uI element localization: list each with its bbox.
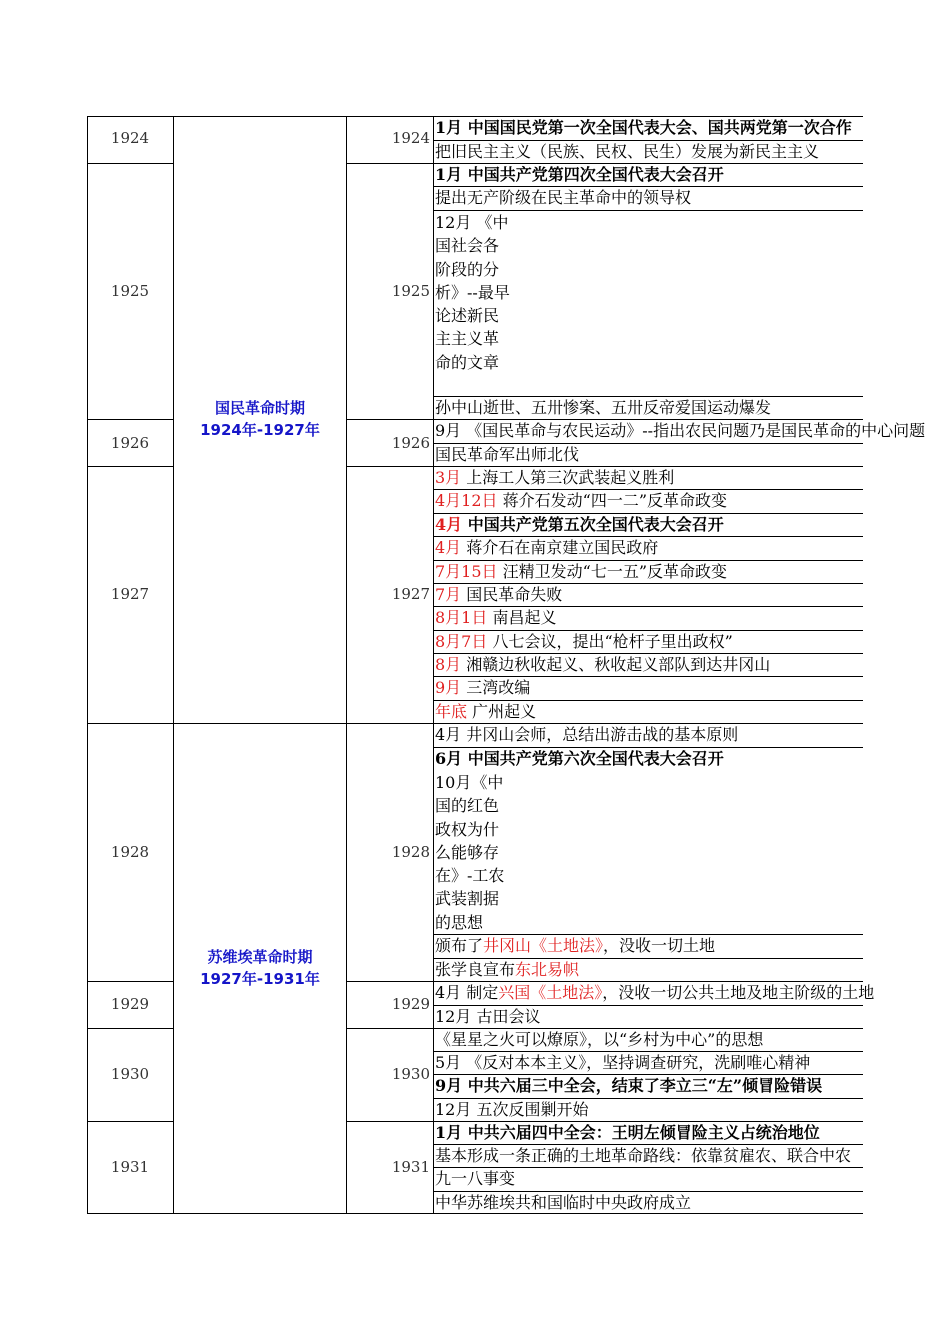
event-row: 12月 《中国社会各阶段的分析》--最早论述新民主主义革命的文章 (435, 213, 510, 372)
event-row: 10月《中国的红色政权为什么能够存在》-工农武装割据的思想 (435, 773, 505, 932)
year-cell: 1930 (391, 1065, 430, 1083)
period-label: 国民革命时期 1924年-1927年 (200, 399, 320, 439)
year-cell: 1928 (110, 843, 150, 861)
event-row: 九一八事变 (435, 1169, 516, 1188)
event-row: 4月12日 蒋介石发动“四一二”反革命政变 (435, 491, 727, 510)
event-row: 《星星之火可以燎原》，以“乡村为中心”的思想 (435, 1030, 764, 1049)
event-row: 4月 中国共产党第五次全国代表大会召开 (435, 515, 724, 534)
year-cell: 1925 (391, 282, 430, 300)
year-cell: 1925 (110, 282, 150, 300)
event-row: 9月 中共六届三中全会，结束了李立三“左”倾冒险错误 (435, 1076, 823, 1095)
year-cell: 1928 (391, 843, 430, 861)
year-cell: 1929 (391, 995, 430, 1013)
event-row: 颁布了井冈山《土地法》，没收一切土地 (435, 936, 716, 955)
event-row: 把旧民主主义（民族、民权、民生）发展为新民主主义 (435, 142, 820, 161)
event-row: 3月 上海工人第三次武装起义胜利 (435, 468, 675, 487)
year-cell: 1931 (391, 1158, 430, 1176)
timeline-table (87, 116, 926, 1214)
year-cell: 1926 (391, 434, 430, 452)
event-row: 4月 井冈山会师，总结出游击战的基本原则 (435, 725, 739, 744)
event-row: 12月 五次反围剿开始 (435, 1100, 589, 1119)
year-cell: 1927 (110, 585, 150, 603)
year-cell: 1924 (110, 129, 150, 147)
event-row: 1月 中国共产党第四次全国代表大会召开 (435, 165, 724, 184)
event-row: 8月7日 八七会议，提出“枪杆子里出政权” (435, 632, 733, 651)
event-row: 7月 国民革命失败 (435, 585, 563, 604)
event-row: 基本形成一条正确的土地革命路线：依靠贫雇农、联合中农 (435, 1146, 852, 1165)
year-cell: 1929 (110, 995, 150, 1013)
event-row: 提出无产阶级在民主革命中的领导权 (435, 188, 692, 207)
event-row: 7月15日 汪精卫发动“七一五”反革命政变 (435, 562, 727, 581)
year-cell: 1927 (391, 585, 430, 603)
event-row: 5月 《反对本本主义》，坚持调查研究，洗刷唯心精神 (435, 1053, 811, 1072)
event-row: 6月 中国共产党第六次全国代表大会召开 (435, 749, 724, 768)
year-cell: 1924 (391, 129, 430, 147)
event-row: 8月1日 南昌起义 (435, 608, 557, 627)
event-row: 4月 制定兴国《土地法》，没收一切公共土地及地主阶级的土地 (435, 983, 875, 1002)
event-row: 4月 蒋介石在南京建立国民政府 (435, 538, 659, 557)
year-cell: 1926 (110, 434, 150, 452)
event-row: 1月 中共六届四中全会：王明左倾冒险主义占统治地位 (435, 1123, 820, 1142)
event-row: 8月 湘赣边秋收起义、秋收起义部队到达井冈山 (435, 655, 771, 674)
period-label: 苏维埃革命时期 1927年-1931年 (200, 948, 320, 988)
event-row: 张学良宣布东北易帜 (435, 960, 580, 979)
event-row: 国民革命军出师北伐 (435, 445, 580, 464)
year-cell: 1930 (110, 1065, 150, 1083)
event-row: 孙中山逝世、五卅惨案、五卅反帝爱国运动爆发 (435, 398, 772, 417)
event-row: 中华苏维埃共和国临时中央政府成立 (435, 1193, 692, 1212)
year-cell: 1931 (110, 1158, 150, 1176)
event-row: 年底 广州起义 (435, 702, 537, 721)
event-row: 12月 古田会议 (435, 1007, 541, 1026)
event-row: 1月 中国国民党第一次全国代表大会、国共两党第一次合作 (435, 118, 852, 137)
event-row: 9月 《国民革命与农民运动》--指出农民问题乃是国民革命的中心问题 (435, 421, 926, 440)
event-row: 9月 三湾改编 (435, 678, 531, 697)
